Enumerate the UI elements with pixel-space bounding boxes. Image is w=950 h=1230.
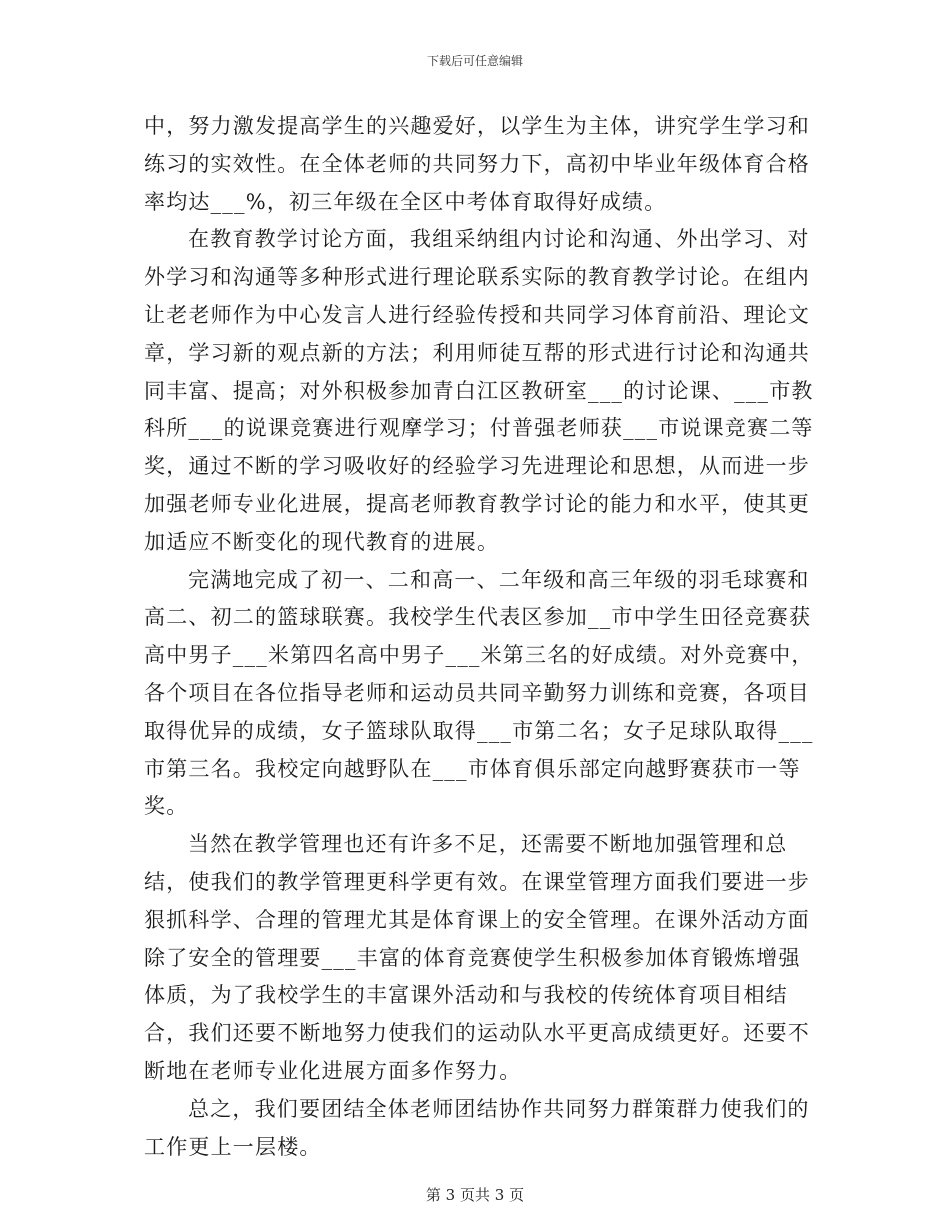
paragraph-3: 完满地完成了初一、二和高一、二年级和高三年级的羽毛球赛和高二、初二的篮球联赛。我校学生代表区参加__市中学生田径竞赛获高中男子___米第四名高中男子___米第三名的好成绩。对外竞赛中，各个项目在各位指导老师和运动员共同辛勤努力训练和竞赛，各项目取得优异的成绩，女子篮球队取得___市第二名；女子足球队取得___市第三名。我校定向越野队在___市体育俱乐部定向越野赛获市一等奖。 (144, 567, 814, 819)
paragraph-1: 中，努力激发提高学生的兴趣爱好，以学生为主体，讲究学生学习和练习的实效性。在全体老师的共同努力下，高初中毕业年级体育合格率均达___%，初三年级在全区中考体育取得好成绩。 (144, 114, 810, 214)
page-header: 下载后可任意编辑 (426, 54, 523, 68)
paragraph-2: 在教育教学讨论方面，我组采纳组内讨论和沟通、外出学习、对外学习和沟通等多种形式进行理论联系实际的教育教学讨论。在组内让老老师作为中心发言人进行经验传授和共同学习体育前沿、理论文章，学习新的观点新的方法；利用师徒互帮的形式进行讨论和沟通共同丰富、提高；对外积极参加青白江区教研室___的讨论课、___市教科所___的说课竞赛进行观摩学习；付普强老师获___市说课竞赛二等奖，通过不断的学习吸收好的经验学习先进理论和思想，从而进一步加强老师专业化进展，提高老师教育教学讨论的能力和水平，使其更加适应不断变化的现代教育的进展。 (144, 227, 814, 554)
page-footer: 第 3 页共 3 页 (425, 1186, 525, 1204)
paragraph-5: 总之，我们要团结全体老师团结协作共同努力群策群力使我们的工作更上一层楼。 (144, 1096, 810, 1159)
document-body (144, 108, 814, 1166)
paragraph-4: 当然在教学管理也还有许多不足，还需要不断地加强管理和总结，使我们的教学管理更科学更有效。在课堂管理方面我们要进一步狠抓科学、合理的管理尤其是体育课上的安全管理。在课外活动方面除了安全的管理要___丰富的体育竞赛使学生积极参加体育锻炼增强体质，为了我校学生的丰富课外活动和与我校的传统体育项目相结合，我们还要不断地努力使我们的运动队水平更高成绩更好。还要不断地在老师专业化进展方面多作努力。 (144, 832, 810, 1083)
